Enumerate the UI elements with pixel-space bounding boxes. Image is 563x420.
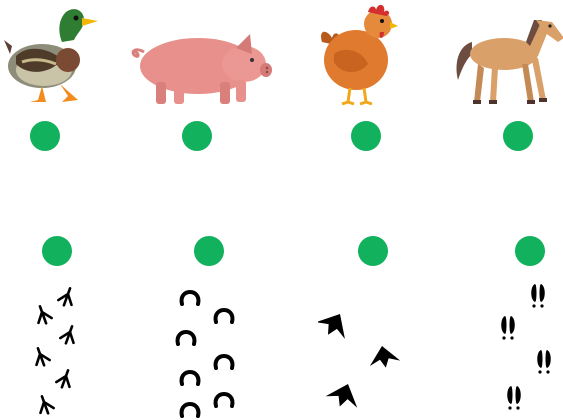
duck-tracks-picture	[318, 292, 408, 414]
horse-tracks-match-dot[interactable]	[194, 236, 224, 266]
duck-picture	[2, 2, 98, 106]
horse-icon	[452, 12, 563, 106]
chicken-tracks-match-dot[interactable]	[42, 236, 72, 266]
bird-toe-tracks-icon	[24, 276, 86, 416]
pig-icon	[126, 24, 272, 106]
pig-match-dot[interactable]	[182, 121, 212, 151]
horse-picture	[452, 12, 563, 106]
chicken-picture	[318, 2, 398, 106]
chicken-tracks-picture	[24, 276, 86, 416]
pig-tracks-picture	[490, 280, 560, 416]
cloven-hoof-tracks-icon	[490, 280, 560, 416]
duck-icon	[2, 2, 98, 106]
pig-picture	[126, 24, 272, 106]
duck-match-dot[interactable]	[30, 121, 60, 151]
chicken-icon	[318, 2, 398, 106]
chicken-match-dot[interactable]	[351, 121, 381, 151]
pig-tracks-match-dot[interactable]	[515, 236, 545, 266]
webbed-foot-tracks-icon	[318, 292, 408, 414]
horse-match-dot[interactable]	[503, 121, 533, 151]
horse-tracks-picture	[168, 280, 244, 418]
duck-tracks-match-dot[interactable]	[358, 236, 388, 266]
horseshoe-tracks-icon	[168, 280, 244, 418]
